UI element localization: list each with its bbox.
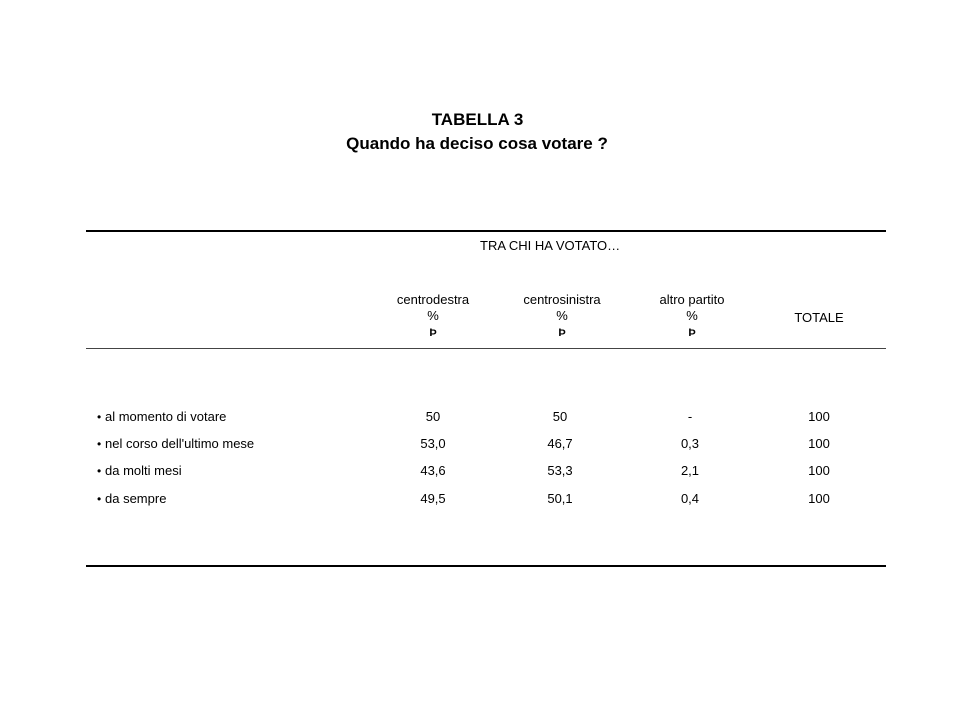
table-row [0, 409, 960, 429]
column-name: centrosinistra [523, 292, 601, 307]
column-unit: % [427, 308, 439, 323]
group-header: TRA CHI HA VOTATO… [480, 238, 621, 253]
column-header-altro-partito [632, 292, 752, 342]
cell-totale: 100 [808, 463, 830, 478]
table-row [0, 463, 960, 483]
column-header-centrodestra [373, 292, 493, 342]
cell-totale: 100 [808, 409, 830, 424]
cell-altro-partito: - [687, 409, 693, 424]
bullet-icon: • [97, 492, 102, 506]
column-unit: % [556, 308, 568, 323]
cell-totale: 100 [808, 491, 830, 506]
header-rule [86, 348, 886, 349]
table-row [0, 491, 960, 511]
row-label-text: da sempre [105, 491, 167, 506]
cell-centrodestra: 49,5 [420, 491, 446, 506]
row-label [97, 491, 166, 506]
bullet-icon: • [97, 410, 102, 424]
cell-centrodestra: 50 [425, 409, 441, 424]
title-line-1: TABELLA 3 [431, 110, 524, 129]
table-title [0, 108, 960, 156]
column-name: altro partito [659, 292, 725, 307]
row-label-text: al momento di votare [105, 409, 227, 424]
bottom-rule [86, 565, 886, 567]
top-rule [86, 230, 886, 232]
row-label-text: da molti mesi [105, 463, 182, 478]
cell-centrosinistra: 46,7 [547, 436, 573, 451]
table-row [0, 436, 960, 456]
title-line-2: Quando ha deciso cosa votare ? [346, 134, 608, 153]
column-marker: Þ [558, 327, 566, 339]
column-marker: Þ [429, 327, 437, 339]
column-unit: % [686, 308, 698, 323]
column-header-totale [759, 310, 879, 326]
cell-centrodestra: 43,6 [420, 463, 446, 478]
cell-centrodestra: 53,0 [420, 436, 446, 451]
row-label-text: nel corso dell'ultimo mese [105, 436, 255, 451]
cell-altro-partito: 0,3 [680, 436, 700, 451]
column-header-centrosinistra [502, 292, 622, 342]
row-label [97, 463, 182, 478]
column-name: TOTALE [794, 310, 844, 325]
row-label [97, 409, 226, 424]
cell-altro-partito: 2,1 [680, 463, 700, 478]
cell-altro-partito: 0,4 [680, 491, 700, 506]
row-label [97, 436, 254, 451]
cell-centrosinistra: 53,3 [547, 463, 573, 478]
cell-centrosinistra: 50 [552, 409, 568, 424]
cell-centrosinistra: 50,1 [547, 491, 573, 506]
bullet-icon: • [97, 464, 102, 478]
cell-totale: 100 [808, 436, 830, 451]
column-name: centrodestra [396, 292, 470, 307]
column-marker: Þ [688, 327, 696, 339]
bullet-icon: • [97, 437, 102, 451]
